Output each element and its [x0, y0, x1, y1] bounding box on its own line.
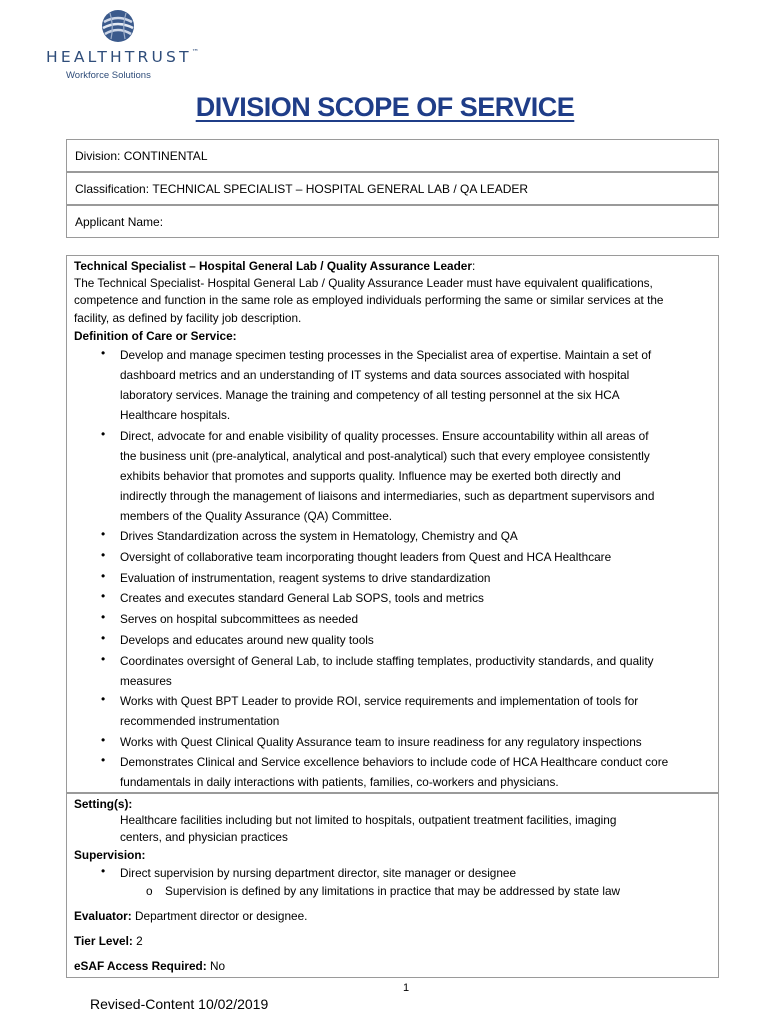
- evaluator-row: Evaluator: Department director or designee.: [74, 909, 308, 923]
- definition-item-line: members of the Quality Assurance (QA) Committee.: [120, 509, 393, 523]
- bullet-icon: •: [101, 733, 106, 747]
- bullet-icon: •: [101, 753, 106, 767]
- supervision-bullet: Direct supervision by nursing department director, site manager or designee: [120, 866, 517, 880]
- definition-item-line: Demonstrates Clinical and Service excellence behaviors to include code of HCA Healthcare conduct core: [120, 755, 669, 769]
- bullet-icon: •: [101, 652, 106, 666]
- settings-line-1: Healthcare facilities including but not limited to hospitals, outpatient treatment facilities, imaging: [120, 813, 617, 827]
- applicant-label: Applicant Name:: [75, 214, 164, 229]
- definition-item-line: recommended instrumentation: [120, 714, 280, 728]
- applicant-row: [66, 205, 719, 238]
- definition-item-line: Coordinates oversight of General Lab, to include staffing templates, productivity standards, and quality: [120, 654, 654, 668]
- revised-date: Revised-Content 10/02/2019: [90, 996, 269, 1012]
- classification-value: TECHNICAL SPECIALIST – HOSPITAL GENERAL LAB / QA LEADER: [152, 181, 529, 196]
- definition-item-line: Serves on hospital subcommittees as needed: [120, 612, 359, 626]
- division-label: Division:: [75, 148, 121, 163]
- globe-logo-icon: [100, 8, 136, 44]
- bullet-icon: •: [101, 548, 106, 562]
- bullet-icon: •: [101, 427, 106, 441]
- role-line-1: The Technical Specialist- Hospital General Lab / Quality Assurance Leader must have equivalent qualifications,: [74, 276, 653, 290]
- definition-item-line: the business unit (pre-analytical, analytical and post-analytical) such that every employee consistently: [120, 449, 650, 463]
- bullet-icon: •: [101, 346, 106, 360]
- esaf-row: eSAF Access Required: No: [74, 959, 226, 973]
- definition-item-line: exhibits behavior that promotes and supports quality. Influence may be exerted both directly and: [120, 469, 621, 483]
- bullet-icon: •: [101, 692, 106, 706]
- classification-row: [66, 172, 719, 205]
- logo-wordmark: HEALTHTRUST™: [46, 48, 199, 66]
- settings-line-2: centers, and physician practices: [120, 830, 288, 844]
- page-number: 1: [403, 982, 410, 994]
- definition-item-line: Develop and manage specimen testing processes in the Specialist area of expertise. Maintain a set of: [120, 348, 652, 362]
- bullet-icon: •: [101, 569, 106, 583]
- supervision-sub-bullet-icon: o: [146, 884, 153, 898]
- role-line-2: competence and function in the same role as employed individuals performing the same or similar services at the: [74, 293, 664, 307]
- definition-item-line: indirectly through the management of liaisons and intermediaries, such as department supervisors and: [120, 489, 655, 503]
- definition-item-line: fundamentals in daily interactions with patients, families, co-workers and physicians.: [120, 775, 559, 789]
- logo-subtitle: Workforce Solutions: [66, 70, 151, 81]
- definition-item-line: Oversight of collaborative team incorporating thought leaders from Quest and HCA Healthcare: [120, 550, 612, 564]
- definition-item-line: Evaluation of instrumentation, reagent systems to drive standardization: [120, 571, 491, 585]
- definition-item-line: dashboard metrics and an understanding of IT systems and data sources associated with hospital: [120, 368, 630, 382]
- definition-heading: Definition of Care or Service:: [74, 329, 237, 343]
- definition-item-line: Works with Quest BPT Leader to provide ROI, service requirements and implementation of tools for: [120, 694, 639, 708]
- bullet-icon: •: [101, 589, 106, 603]
- bullet-icon: •: [101, 527, 106, 541]
- settings-heading: Setting(s):: [74, 797, 133, 811]
- definition-item-line: Drives Standardization across the system in Hematology, Chemistry and QA: [120, 529, 518, 543]
- definition-item-line: Creates and executes standard General Lab SOPS, tools and metrics: [120, 591, 484, 605]
- definition-item-line: Direct, advocate for and enable visibility of quality processes. Ensure accountability within all areas of: [120, 429, 649, 443]
- page-title: DIVISION SCOPE OF SERVICE: [195, 92, 575, 122]
- definition-item-line: Works with Quest Clinical Quality Assurance team to insure readiness for any regulatory inspections: [120, 735, 642, 749]
- supervision-heading: Supervision:: [74, 848, 146, 862]
- supervision-sub-bullet: Supervision is defined by any limitations in practice that may be addressed by state law: [165, 884, 621, 898]
- definition-item-line: Healthcare hospitals.: [120, 408, 231, 422]
- healthtrust-logo: [44, 8, 199, 84]
- supervision-bullet-icon: •: [101, 864, 106, 878]
- role-line-3: facility, as defined by facility job description.: [74, 311, 302, 325]
- classification-label: Classification:: [75, 181, 150, 196]
- bullet-icon: •: [101, 610, 106, 624]
- definition-item-line: measures: [120, 674, 172, 688]
- bullet-icon: •: [101, 631, 106, 645]
- division-value: CONTINENTAL: [123, 148, 208, 163]
- division-row: [66, 139, 719, 172]
- definition-item-line: Develops and educates around new quality tools: [120, 633, 374, 647]
- role-heading: Technical Specialist – Hospital General Lab / Quality Assurance Leader:: [74, 259, 476, 273]
- definition-item-line: laboratory services. Manage the training and competency of all testing personnel at the six HCA: [120, 388, 620, 402]
- tier-row: Tier Level: 2: [74, 934, 143, 948]
